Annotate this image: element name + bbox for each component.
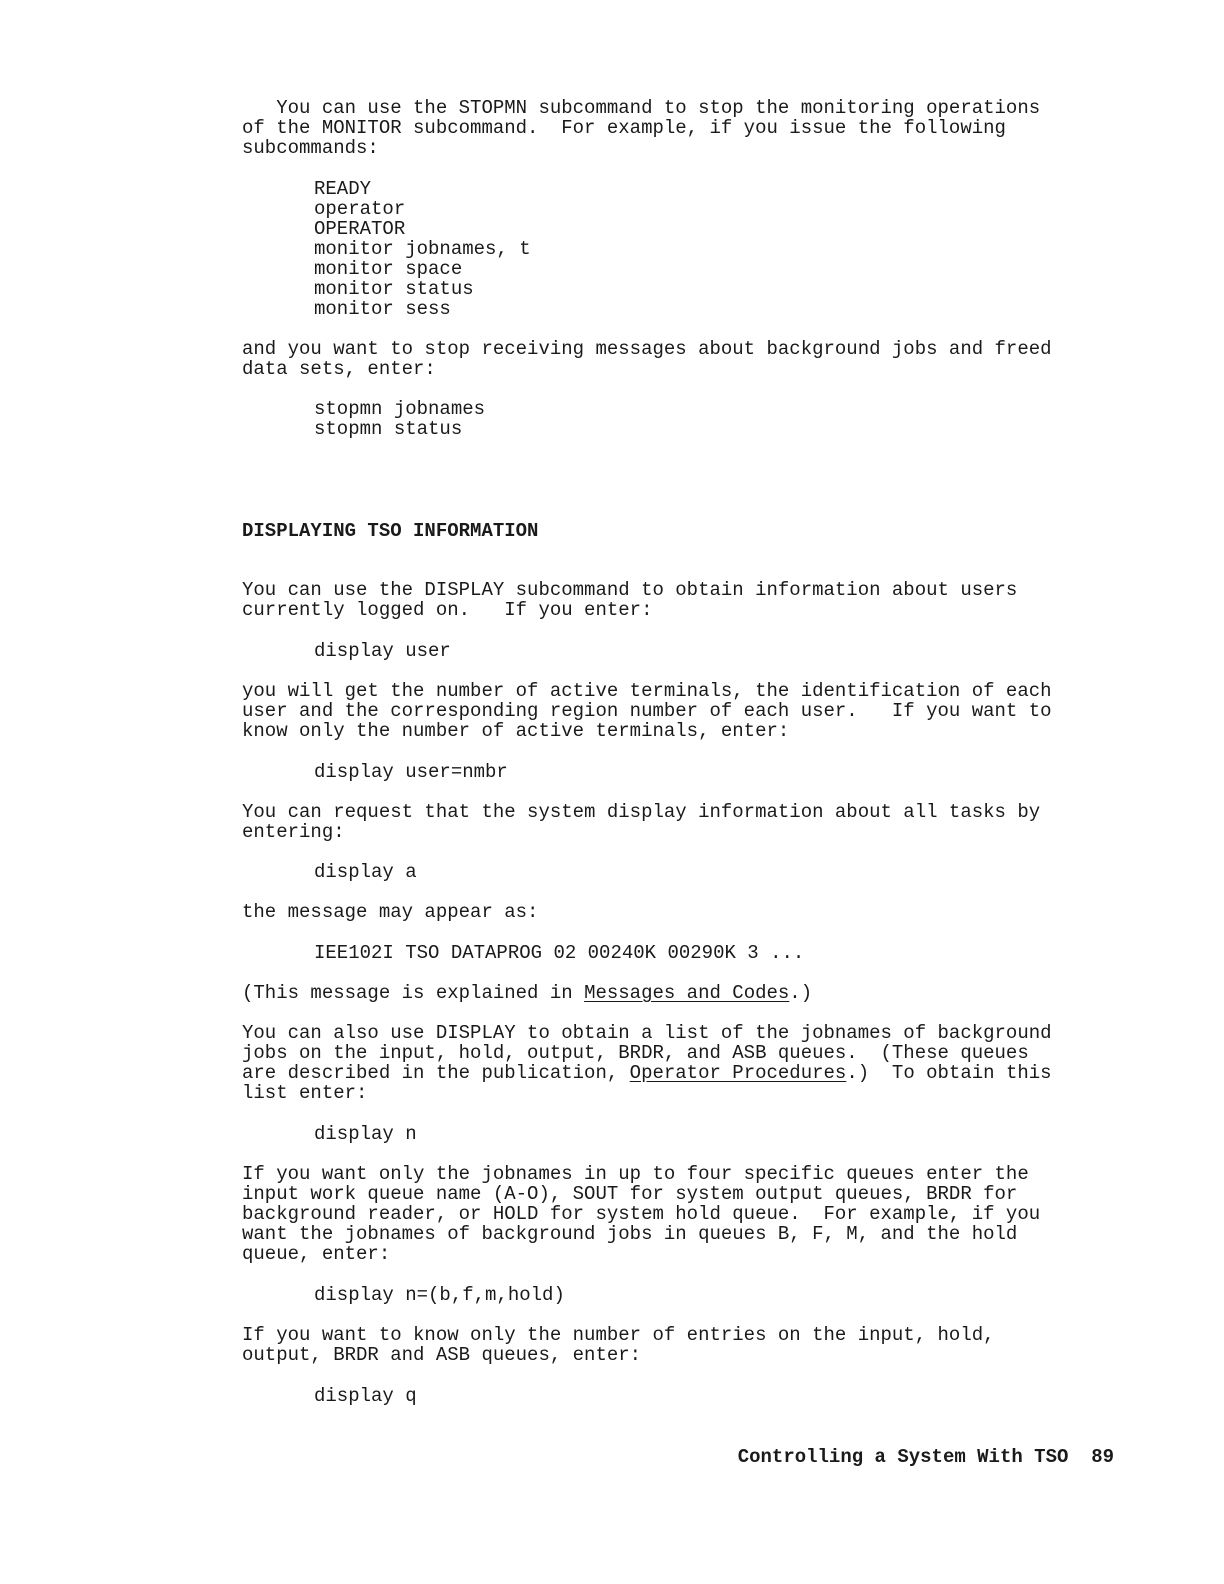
code-line: monitor sess [314, 298, 451, 320]
text-line: list enter: [242, 1082, 368, 1104]
text-line: If you want to know only the number of entries on the input, hold, [242, 1324, 995, 1346]
page-footer [738, 1446, 1114, 1468]
text-line: If you want only the jobnames in up to four specific queues enter the [242, 1163, 1029, 1185]
jobnames-paragraph [242, 1023, 1052, 1103]
message-example: IEE102I TSO DATAPROG 02 00240K 00290K 3 ... [314, 942, 805, 964]
display-intro-paragraph [242, 580, 1017, 620]
intro-paragraph [242, 98, 1040, 158]
messages-and-codes-reference: Messages and Codes [584, 982, 790, 1004]
text-line: data sets, enter: [242, 358, 436, 380]
text-line: jobs on the input, hold, output, BRDR, and ASB queues. (These queues [242, 1042, 1029, 1064]
text-line: of the MONITOR subcommand. For example, if you issue the following [242, 117, 1006, 139]
code-line: stopmn jobnames [314, 398, 486, 420]
operator-procedures-reference: Operator Procedures [629, 1062, 847, 1084]
cmd-display-user-nmbr: display user=nmbr [314, 761, 508, 783]
code-line: monitor status [314, 278, 474, 300]
text-line: input work queue name (A-O), SOUT for system output queues, BRDR for [242, 1183, 1018, 1205]
cmd-display-q: display q [314, 1385, 417, 1407]
code-line: operator [314, 198, 406, 220]
footer-title: Controlling a System With TSO [737, 1446, 1069, 1468]
code-line: READY [314, 178, 372, 200]
section-heading: DISPLAYING TSO INFORMATION [242, 520, 539, 542]
user-result-paragraph [242, 681, 1052, 741]
text-line: You can use the STOPMN subcommand to stop the monitoring operations [242, 97, 1041, 119]
code-line: monitor space [314, 258, 463, 280]
cmd-display-user: display user [314, 640, 451, 662]
explained-suffix: .) [789, 982, 813, 1004]
monitor-command-block [314, 179, 531, 319]
code-line: OPERATOR [314, 218, 406, 240]
cmd-display-a: display a [314, 861, 417, 883]
text-line: want the jobnames of background jobs in queues B, F, M, and the hold [242, 1223, 1018, 1245]
text-line: user and the corresponding region number of each user. If you want to [242, 700, 1052, 722]
explained-paragraph [242, 983, 812, 1003]
text-line: output, BRDR and ASB queues, enter: [242, 1344, 642, 1366]
text-line: You can request that the system display information about all tasks by [242, 801, 1041, 823]
message-appear-text: the message may appear as: [242, 901, 539, 923]
cmd-display-n-list: display n=(b,f,m,hold) [314, 1284, 565, 1306]
text-line: background reader, or HOLD for system hold queue. For example, if you [242, 1203, 1041, 1225]
code-line: monitor jobnames, t [314, 238, 531, 260]
text-line: know only the number of active terminals, enter: [242, 720, 790, 742]
text-line: you will get the number of active terminals, the identification of each [242, 680, 1052, 702]
stopmn-command-block [314, 399, 485, 439]
explained-prefix: (This message is explained in [242, 982, 585, 1004]
text-fragment: are described in the publication, [242, 1062, 630, 1084]
text-line: queue, enter: [242, 1243, 391, 1265]
cmd-display-n: display n [314, 1123, 417, 1145]
tasks-paragraph [242, 802, 1040, 842]
page-number: 89 [1091, 1446, 1114, 1468]
text-line: and you want to stop receiving messages about background jobs and freed [242, 338, 1052, 360]
text-line: You can also use DISPLAY to obtain a list of the jobnames of background [242, 1022, 1052, 1044]
entries-paragraph [242, 1325, 995, 1365]
stop-paragraph [242, 339, 1052, 379]
text-line [242, 1063, 1052, 1083]
text-fragment: .) To obtain this [846, 1062, 1052, 1084]
text-line: currently logged on. If you enter: [242, 599, 653, 621]
specific-queues-paragraph [242, 1164, 1040, 1264]
text-line: You can use the DISPLAY subcommand to obtain information about users [242, 579, 1018, 601]
code-line: stopmn status [314, 418, 463, 440]
text-line: entering: [242, 821, 345, 843]
text-line: subcommands: [242, 137, 379, 159]
